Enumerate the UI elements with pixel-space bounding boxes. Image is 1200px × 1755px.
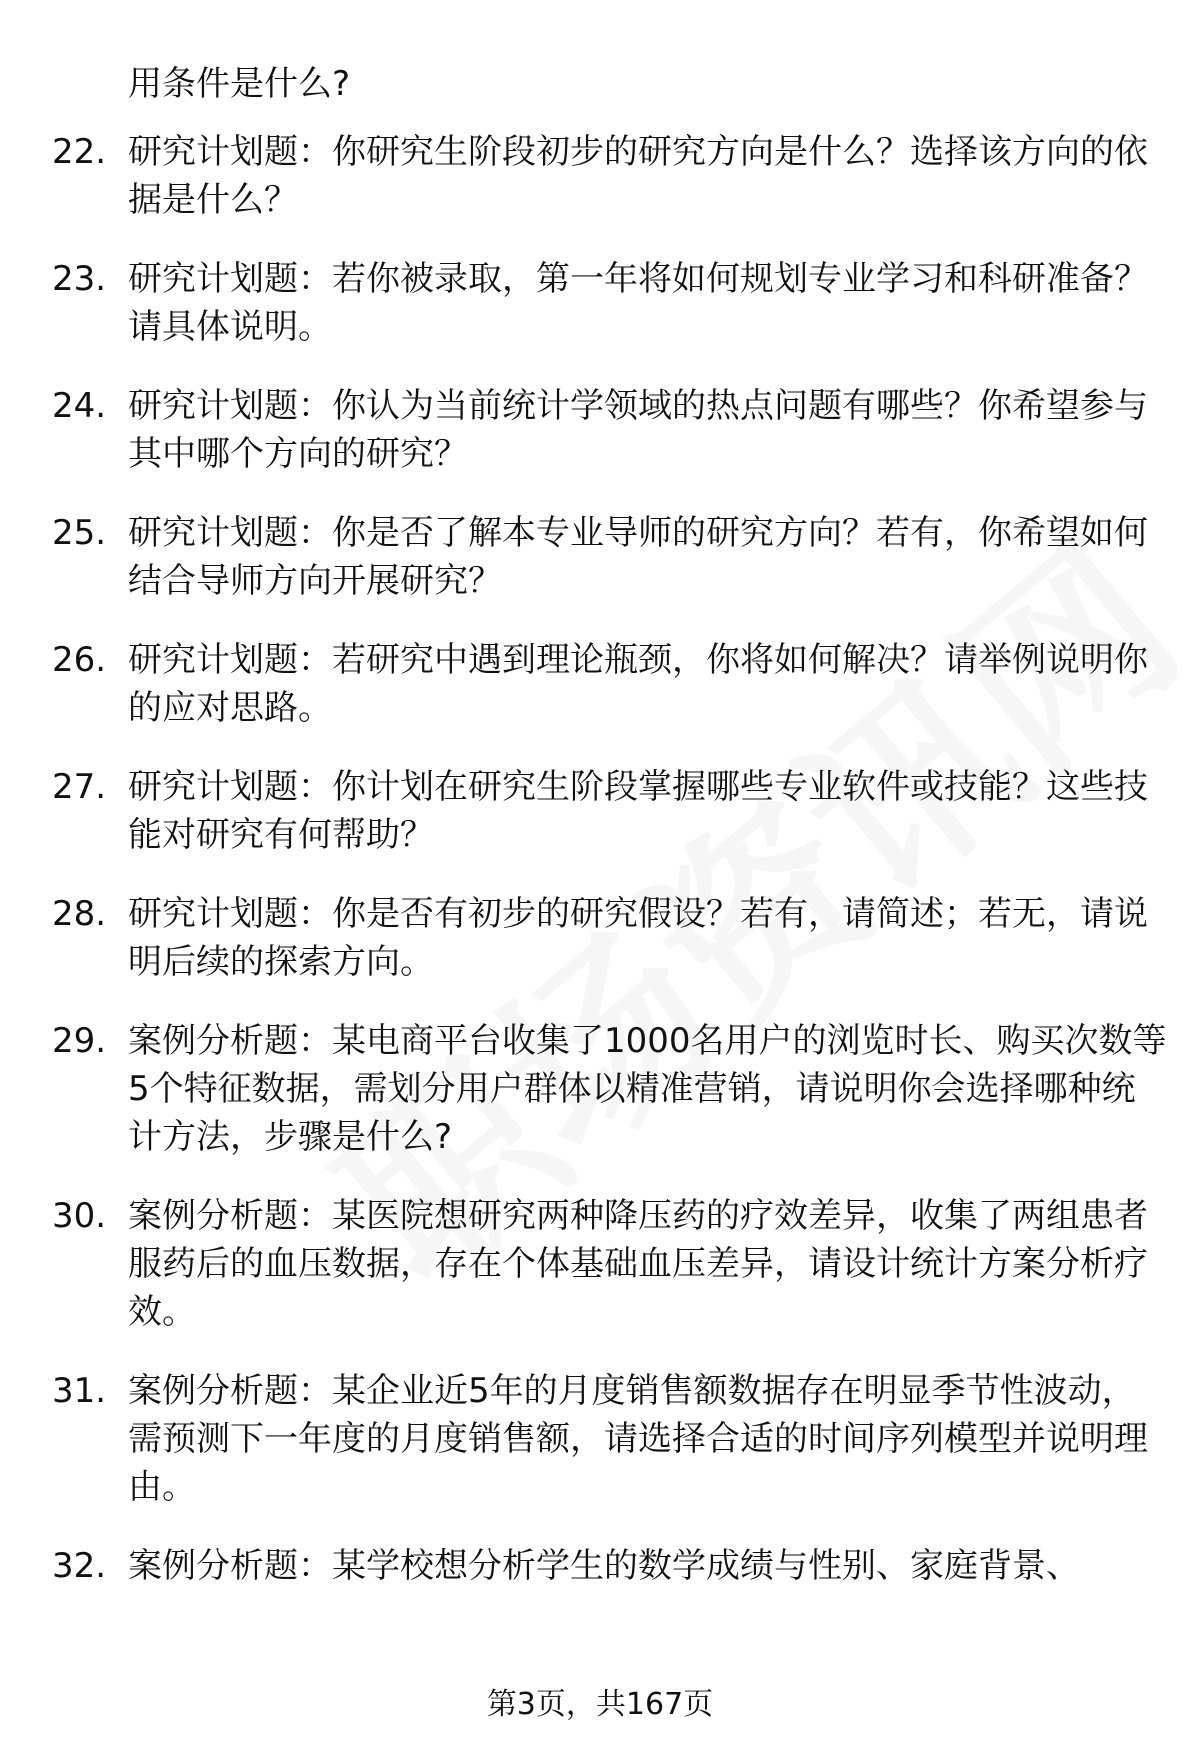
question-item <box>0 255 1200 351</box>
question-number: 30. <box>52 1196 107 1236</box>
question-number: 31. <box>52 1371 107 1411</box>
question-number: 29. <box>52 1021 107 1061</box>
question-text: 研究计划题：你认为当前统计学领域的热点问题有哪些？你希望参与其中哪个方向的研究？ <box>128 386 1148 474</box>
question-number: 26. <box>52 640 107 680</box>
question-text: 研究计划题：你研究生阶段初步的研究方向是什么？选择该方向的依据是什么？ <box>128 132 1148 220</box>
question-item <box>0 1017 1200 1161</box>
question-text: 研究计划题：你是否了解本专业导师的研究方向？若有，你希望如何结合导师方向开展研究？ <box>128 513 1148 601</box>
question-number: 32. <box>52 1546 107 1586</box>
question-item <box>0 1192 1200 1336</box>
question-number: 27. <box>52 767 107 807</box>
question-text: 研究计划题：若你被录取，第一年将如何规划专业学习和科研准备？请具体说明。 <box>128 259 1148 347</box>
question-number: 22. <box>52 132 107 172</box>
continuation-text: 用条件是什么? <box>128 64 351 104</box>
question-number: 24. <box>52 386 107 426</box>
question-number: 28. <box>52 894 107 934</box>
question-number: 23. <box>52 259 107 299</box>
question-text: 案例分析题：某学校想分析学生的数学成绩与性别、家庭背景、 <box>128 1546 1080 1586</box>
question-item <box>0 636 1200 732</box>
question-item <box>0 509 1200 605</box>
question-list <box>0 128 1200 1621</box>
question-item <box>0 1367 1200 1511</box>
question-text: 研究计划题：若研究中遇到理论瓶颈，你将如何解决？请举例说明你的应对思路。 <box>128 640 1148 728</box>
question-number: 25. <box>52 513 107 553</box>
page-footer: 第3页，共167页 <box>486 1687 714 1722</box>
question-item <box>0 1542 1200 1590</box>
question-text: 案例分析题：某电商平台收集了1000名用户的浏览时长、购买次数等5个特征数据，需划分用户群体以精准营销，请说明你会选择哪种统计方法，步骤是什么? <box>128 1021 1167 1157</box>
question-item <box>0 890 1200 986</box>
question-text: 研究计划题：你是否有初步的研究假设？若有，请简述；若无，请说明后续的探索方向。 <box>128 894 1148 982</box>
question-text: 案例分析题：某医院想研究两种降压药的疗效差异，收集了两组患者服药后的血压数据，存在个体基础血压差异，请设计统计方案分析疗效。 <box>128 1196 1148 1332</box>
question-text: 研究计划题：你计划在研究生阶段掌握哪些专业软件或技能？这些技能对研究有何帮助？ <box>128 767 1148 855</box>
question-item <box>0 128 1200 224</box>
question-text: 案例分析题：某企业近5年的月度销售额数据存在明显季节性波动，需预测下一年度的月度销售额，请选择合适的时间序列模型并说明理由。 <box>128 1371 1148 1507</box>
question-item <box>0 763 1200 859</box>
question-item <box>0 382 1200 478</box>
